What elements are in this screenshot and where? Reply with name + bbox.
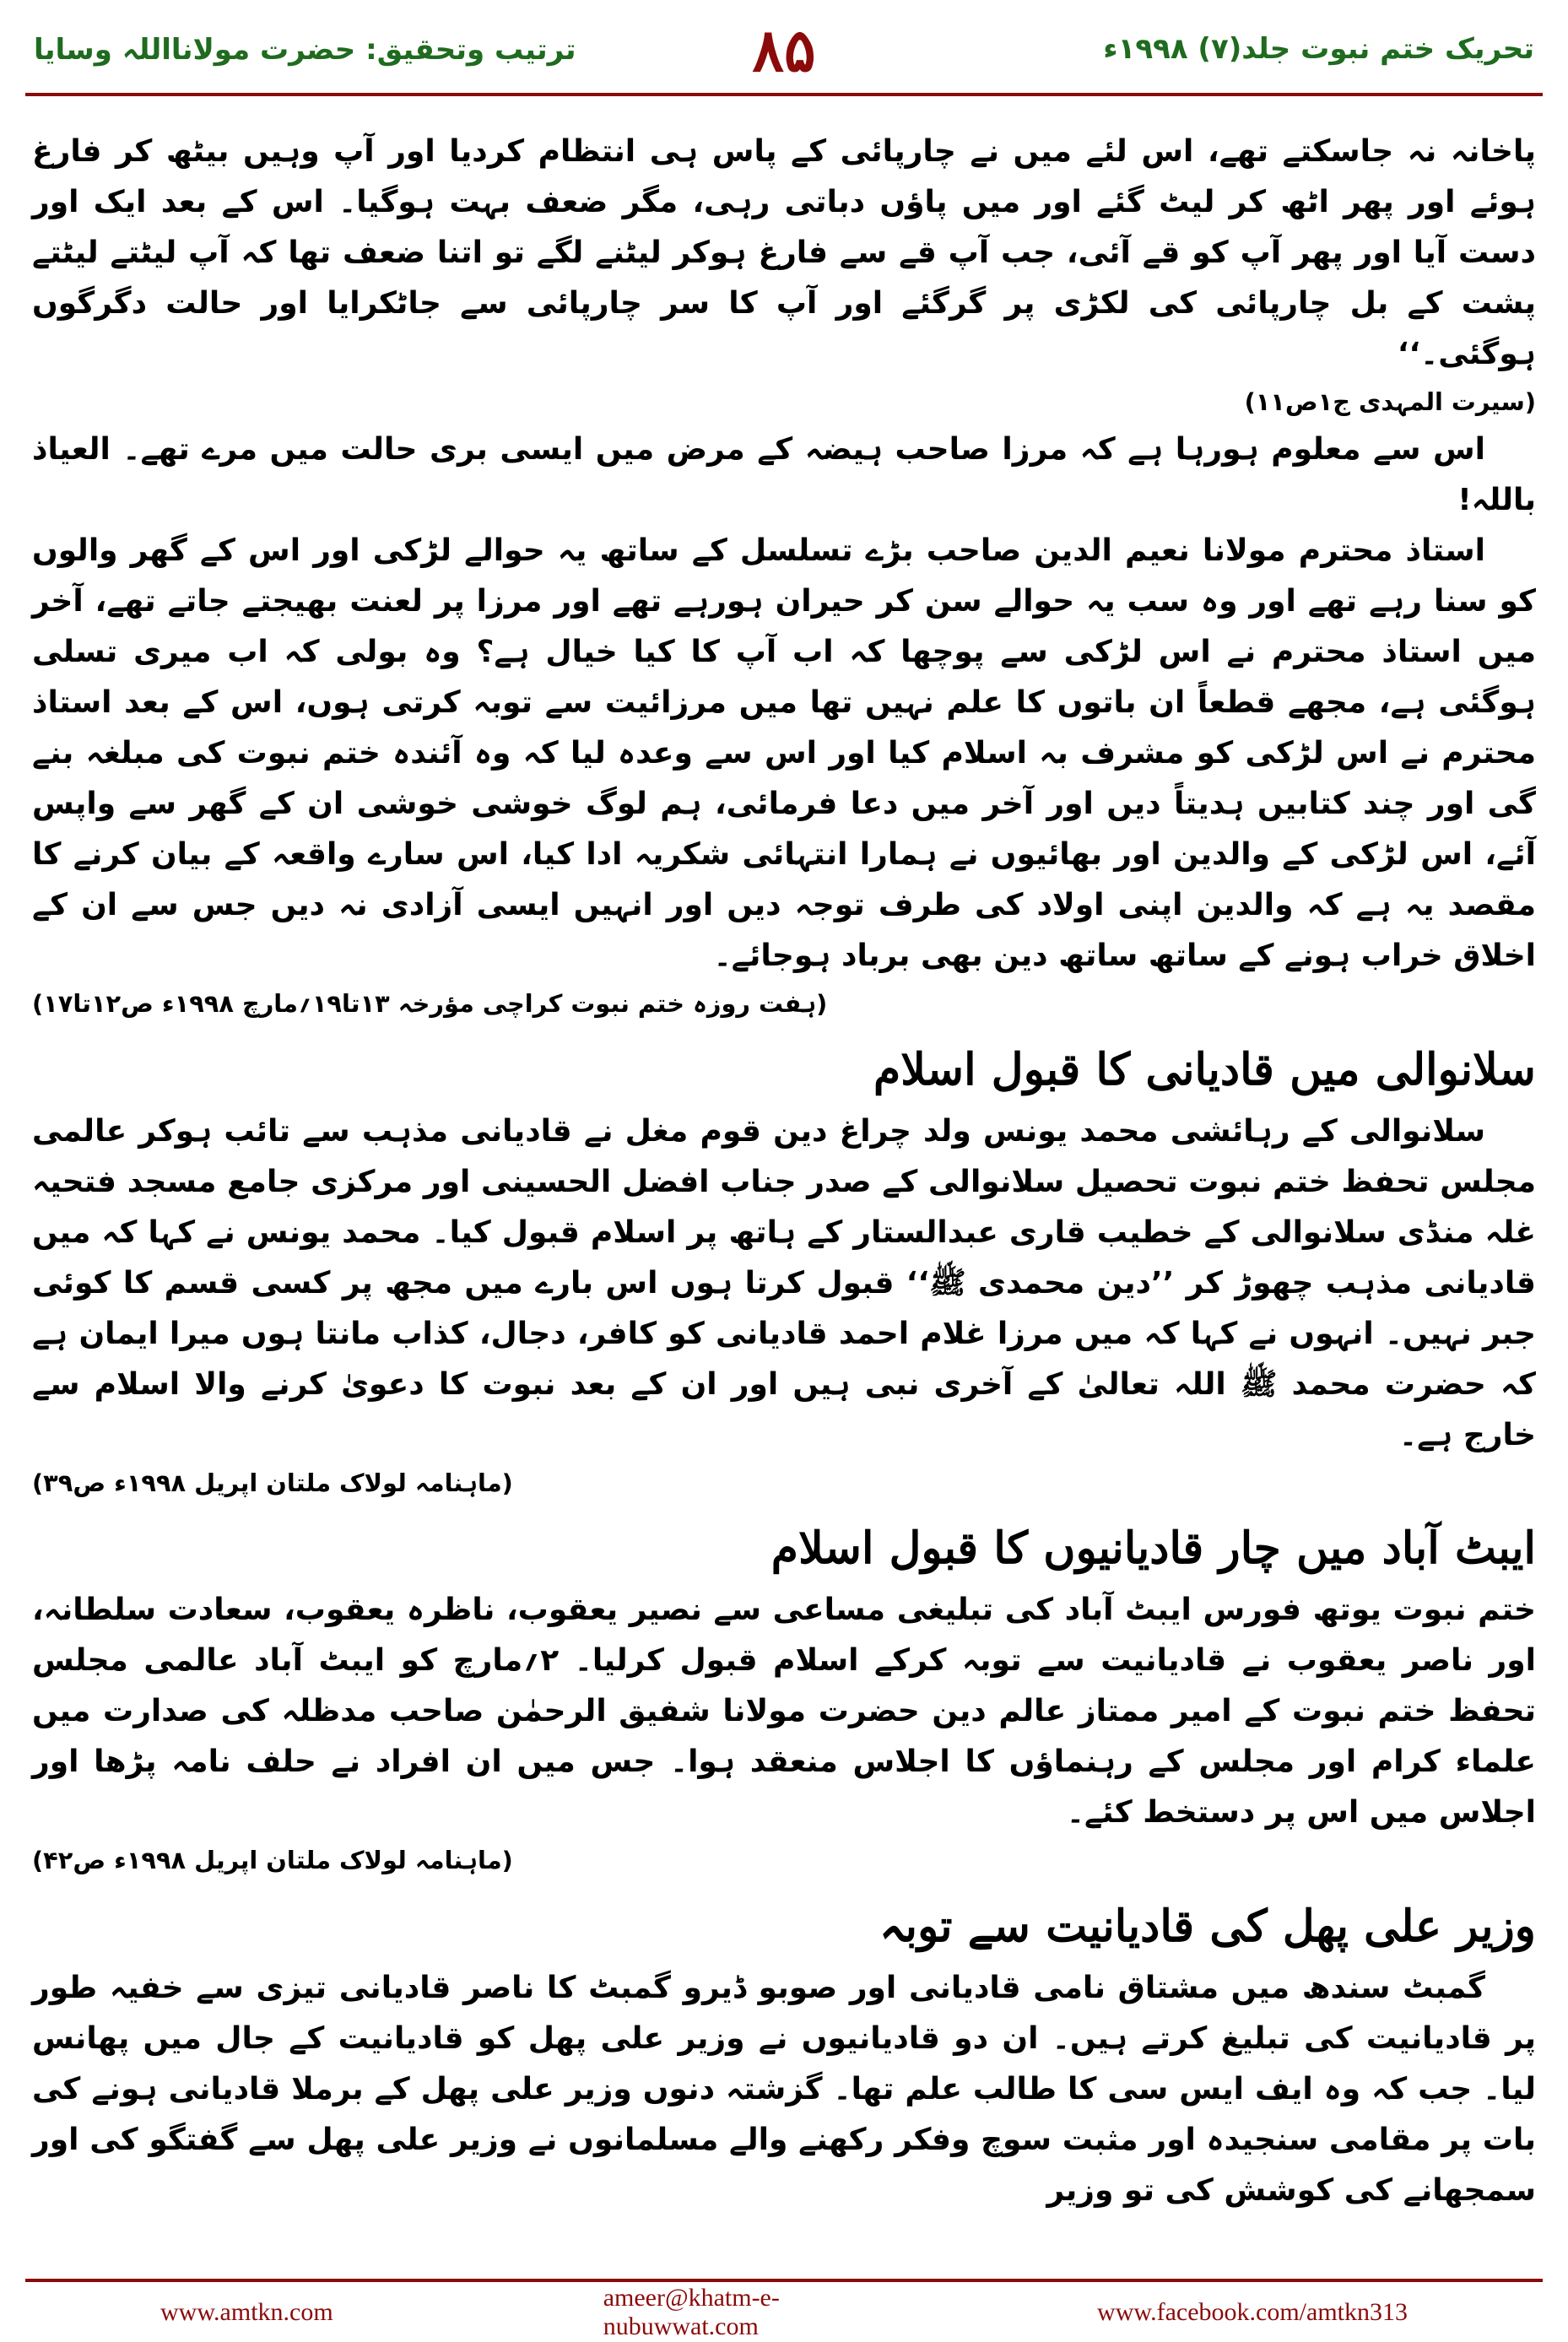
footer-facebook-link[interactable]: www.facebook.com/amtkn313: [1097, 2297, 1408, 2326]
page-body: [32, 127, 1536, 2216]
body-paragraph: گمبٹ سندھ میں مشتاق نامی قادیانی اور صوبو ڈیرو گمبٹ کا ناصر قادیانی تیزی سے خفیہ طور پر قادیانیت کی تبلیغ کرتے ہیں۔ ان دو قادیانیوں نے وزیر علی پھل کو قادیانیت کے جال میں پھانس لیا۔ جب کہ وہ ایف ایس سی کا طالب علم تھا۔ گزشتہ دنوں وزیر علی پھل کے برملا قادیانی ہونے کی بات پر مقامی سنجیدہ اور مثبت سوچ وفکر رکھنے والے مسلمانوں نے وزیر علی پھل سے گفتگو کی اور سمجھانے کی کوشش کی تو وزیر: [32, 1971, 1536, 2209]
header-compiler: ترتیب وتحقیق: حضرت مولانااللہ وسایا: [34, 33, 576, 67]
footer-email-link[interactable]: ameer@khatm-e-nubuwwat.com: [603, 2283, 780, 2340]
source-citation: (سیرت المہدی ج۱ص۱۱): [1244, 387, 1536, 416]
source-citation: (ماہنامہ لولاک ملتان اپریل ۱۹۹۸ء ص۳۹): [32, 1468, 513, 1497]
header-divider: [25, 93, 1543, 96]
page-header: [0, 0, 1568, 101]
footer-website-link[interactable]: www.amtkn.com: [160, 2297, 333, 2326]
source-citation: (ماہنامہ لولاک ملتان اپریل ۱۹۹۸ء ص۴۲): [32, 1846, 513, 1875]
body-paragraph: پاخانہ نہ جاسکتے تھے، اس لئے میں نے چارپائی کے پاس ہی انتظام کردیا اور آپ وہیں بیٹھ کر فارغ ہوئے اور پھر اٹھ کر لیٹ گئے اور میں پاؤں دباتی رہی، مگر ضعف بہت ہوگیا۔ اس کے بعد ایک اور دست آیا اور پھر آپ کو قے آئی، جب آپ قے سے فارغ ہوکر لیٹنے لگے تو اتنا ضعف تھا کہ آپ لیٹتے لیٹتے پشت کے بل چارپائی کی لکڑی پر گرگئے اور آپ کا سر چارپائی سے جاٹکرایا اور حالت دگرگوں ہوگئی۔‘‘: [32, 134, 1536, 371]
source-citation: (ہفت روزہ ختم نبوت کراچی مؤرخہ ۱۳تا۱۹؍مارچ ۱۹۹۸ء ص۱۲تا۱۷): [32, 988, 828, 1018]
section-heading: سلانوالی میں قادیانی کا قبول اسلام: [873, 1043, 1536, 1095]
footer-divider: [25, 2279, 1543, 2282]
page-footer: [0, 2279, 1568, 2342]
section-heading: ایبٹ آباد میں چار قادیانیوں کا قبول اسلام: [770, 1523, 1536, 1575]
body-paragraph: اس سے معلوم ہورہا ہے کہ مرزا صاحب ہیضہ کے مرض میں ایسی بری حالت میں مرے تھے۔ العیاذ باللہ!: [32, 431, 1536, 517]
header-book-title: تحریک ختم نبوت جلد(۷) ۱۹۹۸ء: [1103, 32, 1534, 66]
body-paragraph: استاذ محترم مولانا نعیم الدین صاحب بڑے تسلسل کے ساتھ یہ حوالے لڑکی اور اس کے گھر والوں کو سنا رہے تھے اور وہ سب یہ حوالے سن کر حیران ہورہے تھے اور مرزا پر لعنت بھیجتے جاتے تھے، آخر میں استاذ محترم نے اس لڑکی سے پوچھا کہ اب آپ کا کیا خیال ہے؟ وہ بولی کہ اب میری تسلی ہوگئی ہے، مجھے قطعاً ان باتوں کا علم نہیں تھا میں مرزائیت سے توبہ کرتی ہوں، اس کے بعد استاذ محترم نے اس لڑکی کو مشرف بہ اسلام کیا اور اس سے وعدہ لیا کہ وہ آئندہ ختم نبوت کی مبلغہ بنے گی اور چند کتابیں ہدیتاً دیں اور آخر میں دعا فرمائی، ہم لوگ خوشی خوشی ان کے گھر سے واپس آئے، اس لڑکی کے والدین اور بھائیوں نے ہمارا انتہائی شکریہ ادا کیا، اس سارے واقعہ کے بیان کرنے کا مقصد یہ ہے کہ والدین اپنی اولاد کی طرف توجہ دیں اور انہیں ایسی آزادی نہ دیں جس سے ان کے اخلاق خراب ہونے کے ساتھ ساتھ دین بھی برباد ہوجائے۔: [32, 533, 1536, 973]
body-paragraph: سلانوالی کے رہائشی محمد یونس ولد چراغ دین قوم مغل نے قادیانی مذہب سے تائب ہوکر عالمی مجلس تحفظ ختم نبوت تحصیل سلانوالی کے صدر جناب افضل الحسینی اور مرکزی جامع مسجد فتحیہ غلہ منڈی سلانوالی کے خطیب قاری عبدالستار کے ہاتھ پر اسلام قبول کیا۔ محمد یونس نے کہا کہ میں قادیانی مذہب چھوڑ کر ’’دین محمدی ﷺ‘‘ قبول کرتا ہوں اس بارے میں مجھ پر کسی قسم کا کوئی جبر نہیں۔ انہوں نے کہا کہ میں مرزا غلام احمد قادیانی کو کافر، دجال، کذاب مانتا ہوں میرا ایمان ہے کہ حضرت محمد ﷺ اللہ تعالیٰ کے آخری نبی ہیں اور ان کے بعد نبوت کا دعویٰ کرنے والا اسلام سے خارج ہے۔: [32, 1113, 1536, 1452]
page-number: ۸۵: [752, 15, 816, 85]
section-heading: وزیر علی پھل کی قادیانیت سے توبہ: [879, 1901, 1536, 1953]
body-paragraph: ختم نبوت یوتھ فورس ایبٹ آباد کی تبلیغی مساعی سے نصیر یعقوب، ناظرہ یعقوب، سعادت سلطانہ، اور ناصر یعقوب نے قادیانیت سے توبہ کرکے اسلام قبول کرلیا۔ ۲؍مارچ کو ایبٹ آباد عالمی مجلس تحفظ ختم نبوت کے امیر ممتاز عالم دین حضرت مولانا شفیق الرحمٰن صاحب مدظلہ کی صدارت میں علماء کرام اور مجلس کے رہنماؤں کا اجلاس منعقد ہوا۔ جس میں ان افراد نے حلف نامہ پڑھا اور اجلاس میں اس پر دستخط کئے۔: [32, 1593, 1536, 1831]
